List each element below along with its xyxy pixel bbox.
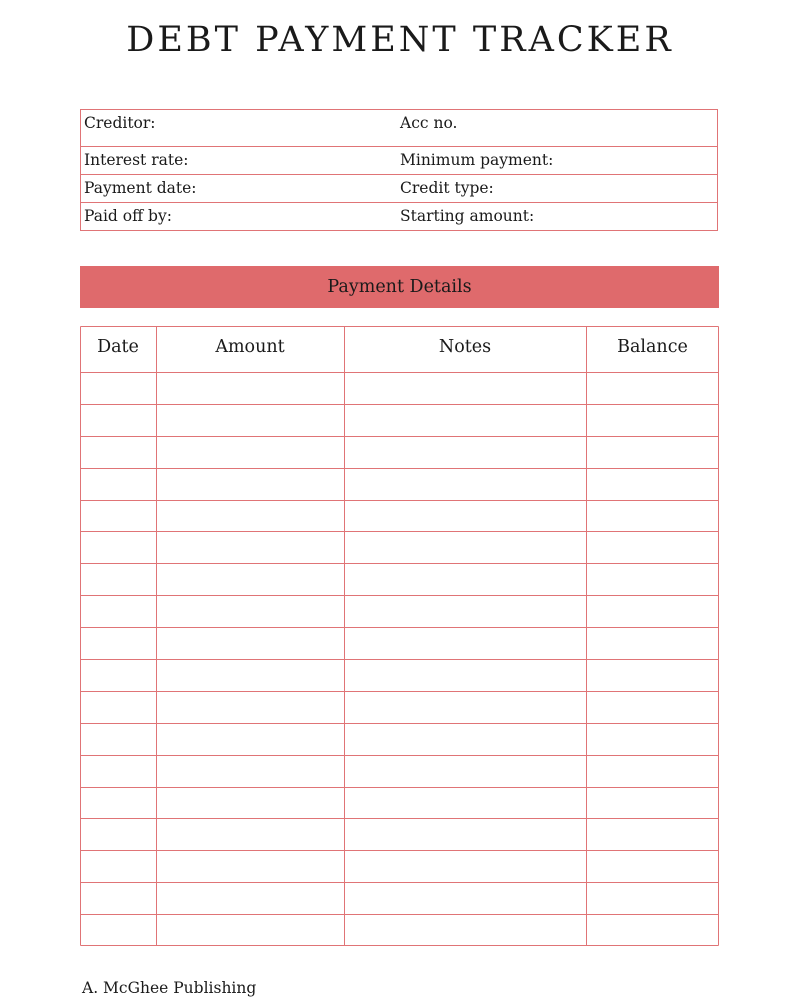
publisher-credit: A. McGhee Publishing	[82, 979, 257, 997]
info-row	[81, 174, 717, 202]
column-header-date: Date	[97, 337, 139, 357]
paid-off-by-label: Paid off by:	[84, 207, 172, 225]
creditor-label: Creditor:	[84, 114, 156, 132]
column-header-balance: Balance	[617, 337, 688, 357]
payment-table	[80, 326, 719, 946]
info-row	[81, 146, 717, 174]
credit-type-label: Credit type:	[400, 179, 494, 197]
payment-details-banner: Payment Details	[80, 266, 719, 308]
account-number-label: Acc no.	[400, 114, 458, 132]
column-header-notes: Notes	[438, 337, 492, 357]
column-header-amount: Amount	[215, 337, 285, 357]
debt-info-box	[80, 109, 718, 231]
payment-table-grid	[80, 326, 719, 946]
page-title: DEBT PAYMENT TRACKER	[126, 20, 674, 60]
info-row	[81, 110, 717, 138]
interest-rate-label: Interest rate:	[84, 151, 189, 169]
info-row	[81, 202, 717, 230]
starting-amount-label: Starting amount:	[400, 207, 535, 225]
minimum-payment-label: Minimum payment:	[400, 151, 554, 169]
payment-date-label: Payment date:	[84, 179, 197, 197]
